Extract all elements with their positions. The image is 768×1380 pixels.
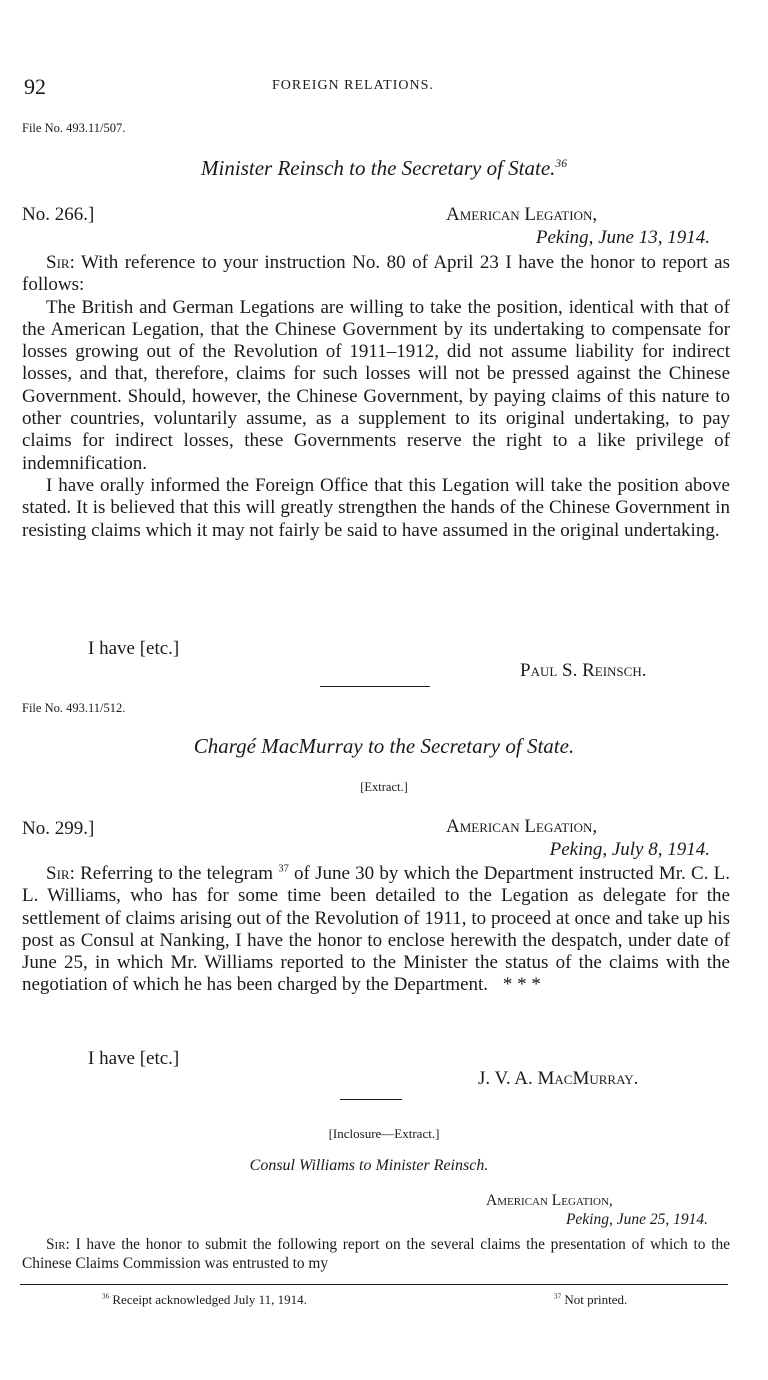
paragraph: The British and German Legations are willing to take the position, identical with that of the American Legation, that the Chinese Government by its undertaking to compensate for losses growing out of the Revolution of 1911–1912, did not assume liability for indirect losses, and that, therefore, claims for such losses will not be pressed against the Chinese Government. Should, however, the Chinese Government, by paying claims of this nature to other countries, voluntarily assume, as a supplement to its original undertaking, to pay claims for indirect losses, these Governments reserve the right to a like privilege of indemnification.: [22, 296, 730, 474]
footnote-mark: 37: [554, 1292, 562, 1301]
salutation: Sir:: [46, 1236, 70, 1253]
place-date-line: Peking, July 8, 1914.: [549, 839, 710, 860]
extract-note: [Extract.]: [360, 780, 408, 794]
place-date-line: Peking, June 25, 1914.: [565, 1211, 708, 1228]
legation-line: American Legation,: [446, 816, 598, 837]
heading-text: Minister Reinsch to the Secretary of State.: [201, 156, 556, 180]
document-heading: Consul Williams to Minister Reinsch.: [249, 1157, 489, 1174]
footnote-rule: [20, 1284, 728, 1285]
despatch-number: No. 266.]: [22, 204, 95, 225]
footnote: [554, 1292, 627, 1308]
paragraph-text: of June 30 by which the Department instructed Mr. C. L. L. Williams, who has for some time been detailed to the Legation as delegate for the settlement of claims arising out of the Revolution of 1911, to proceed at once and take up his post as Consul at Nanking, I have the honor to enclose herewith the despatch, under date of June 25, in which Mr. Williams reported to the Minister the status of the claims with the negotiation of which he has been charged by the Department.: [22, 863, 731, 996]
paragraph: I have orally informed the Foreign Office that this Legation will take the position above stated. It is believed that this will greatly strengthen the hands of the Chinese Government in resisting claims which it may not fairly be said to have assumed in the original undertaking.: [22, 474, 730, 541]
place-date-line: Peking, June 13, 1914.: [535, 227, 710, 248]
paragraph-text: Referring to the telegram: [80, 863, 274, 884]
divider: [320, 686, 430, 687]
despatch-number: No. 299.]: [22, 818, 95, 839]
footnote-mark: 36: [102, 1292, 110, 1301]
running-head: FOREIGN RELATIONS.: [272, 78, 434, 93]
footnote-text: Not printed.: [564, 1292, 628, 1307]
paragraph: [22, 1235, 730, 1273]
divider: [340, 1099, 402, 1100]
paragraph: [22, 252, 730, 297]
paragraph-text: I have the honor to submit the following report on the several claims the presentation of which to the Chinese Claims Commission was entrusted to my: [22, 1236, 730, 1272]
document-heading: Chargé MacMurray to the Secretary of State.: [193, 734, 575, 758]
inclosure-note: [Inclosure—Extract.]: [328, 1126, 440, 1141]
signature: Paul S. Reinsch.: [520, 660, 647, 681]
paragraph-text: With reference to your instruction No. 80 of April 23 I have the honor to report as follows:: [22, 252, 730, 296]
letter-body: [22, 863, 730, 997]
asterisks: * * *: [502, 974, 541, 996]
footnote-text: Receipt acknowledged July 11, 1914.: [112, 1292, 307, 1307]
signature: J. V. A. MacMurray.: [478, 1068, 639, 1089]
salutation: Sir:: [46, 863, 75, 884]
paragraph: [22, 863, 730, 997]
closing: I have [etc.]: [88, 1048, 180, 1069]
page-number: 92: [24, 74, 46, 99]
legation-line: American Legation,: [446, 204, 598, 225]
letter-body: [22, 1235, 730, 1273]
legation-line: American Legation,: [486, 1192, 613, 1209]
footnote-ref: 36: [555, 158, 567, 170]
salutation: Sir:: [46, 252, 75, 273]
file-number: File No. 493.11/512.: [22, 701, 126, 715]
footnote: [102, 1292, 307, 1308]
file-number: File No. 493.11/507.: [22, 121, 126, 135]
letter-body: [22, 252, 730, 542]
document-heading: [0, 156, 768, 181]
closing: I have [etc.]: [88, 638, 180, 659]
footnote-ref: 37: [278, 863, 289, 875]
